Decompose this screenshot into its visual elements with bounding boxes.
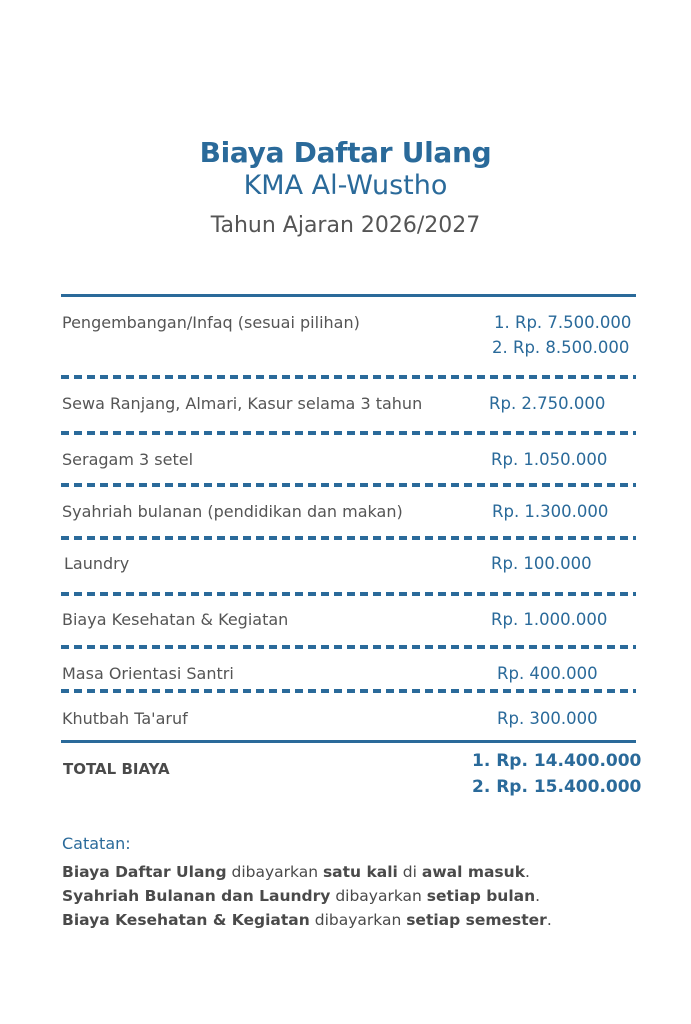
note-text: dibayarkan bbox=[309, 911, 407, 929]
item-price-khutbah: Rp. 300.000 bbox=[497, 709, 598, 728]
item-price-orientasi: Rp. 400.000 bbox=[497, 664, 598, 683]
row-divider bbox=[61, 431, 636, 435]
total-divider bbox=[61, 740, 636, 743]
notes-heading: Catatan: bbox=[62, 834, 131, 853]
note-bold: Syahriah Bulanan dan Laundry bbox=[62, 887, 331, 905]
item-label-orientasi: Masa Orientasi Santri bbox=[62, 664, 234, 683]
item-label-khutbah: Khutbah Ta'aruf bbox=[62, 709, 188, 728]
item-price-laundry: Rp. 100.000 bbox=[491, 554, 592, 573]
academic-year: Tahun Ajaran 2026/2027 bbox=[210, 213, 481, 238]
note-bold: setiap semester bbox=[406, 911, 547, 929]
row-divider bbox=[61, 592, 636, 596]
note-line bbox=[62, 863, 530, 881]
row-divider bbox=[61, 645, 636, 649]
note-text: . bbox=[546, 911, 552, 929]
item-label-laundry: Laundry bbox=[64, 554, 130, 573]
note-text: . bbox=[535, 887, 541, 905]
item-label-infaq: Pengembangan/Infaq (sesuai pilihan) bbox=[62, 313, 360, 332]
total-label: TOTAL BIAYA bbox=[63, 760, 170, 778]
item-label-seragam: Seragam 3 setel bbox=[62, 450, 194, 469]
item-price-syahriah: Rp. 1.300.000 bbox=[492, 502, 609, 521]
item-price-kesehatan: Rp. 1.000.000 bbox=[491, 610, 608, 629]
note-bold: Biaya Daftar Ulang bbox=[62, 863, 227, 881]
note-bold: setiap bulan bbox=[426, 887, 536, 905]
page-subtitle: KMA Al-Wustho bbox=[243, 170, 448, 201]
note-line bbox=[62, 911, 552, 929]
row-divider bbox=[61, 483, 636, 487]
total-price-option-2: 2. Rp. 15.400.000 bbox=[472, 777, 642, 797]
note-bold: awal masuk bbox=[421, 863, 526, 881]
page-title: Biaya Daftar Ulang bbox=[199, 136, 492, 169]
item-label-sewa: Sewa Ranjang, Almari, Kasur selama 3 tahun bbox=[62, 394, 423, 413]
note-bold: Biaya Kesehatan & Kegiatan bbox=[62, 911, 310, 929]
note-text: di bbox=[397, 863, 422, 881]
row-divider bbox=[61, 375, 636, 379]
note-line bbox=[62, 887, 540, 905]
item-price-infaq-option-1: 1. Rp. 7.500.000 bbox=[494, 313, 632, 332]
note-bold: satu kali bbox=[322, 863, 398, 881]
top-divider bbox=[61, 294, 636, 297]
note-text: dibayarkan bbox=[330, 887, 427, 905]
item-price-seragam: Rp. 1.050.000 bbox=[491, 450, 608, 469]
note-text: dibayarkan bbox=[226, 863, 323, 881]
total-price-option-1: 1. Rp. 14.400.000 bbox=[472, 751, 642, 771]
row-divider bbox=[61, 689, 636, 693]
item-price-sewa: Rp. 2.750.000 bbox=[489, 394, 606, 413]
item-label-syahriah: Syahriah bulanan (pendidikan dan makan) bbox=[62, 502, 403, 521]
row-divider bbox=[61, 536, 636, 540]
item-label-kesehatan: Biaya Kesehatan & Kegiatan bbox=[62, 610, 289, 629]
note-text: . bbox=[525, 863, 530, 881]
item-price-infaq-option-2: 2. Rp. 8.500.000 bbox=[492, 338, 630, 357]
